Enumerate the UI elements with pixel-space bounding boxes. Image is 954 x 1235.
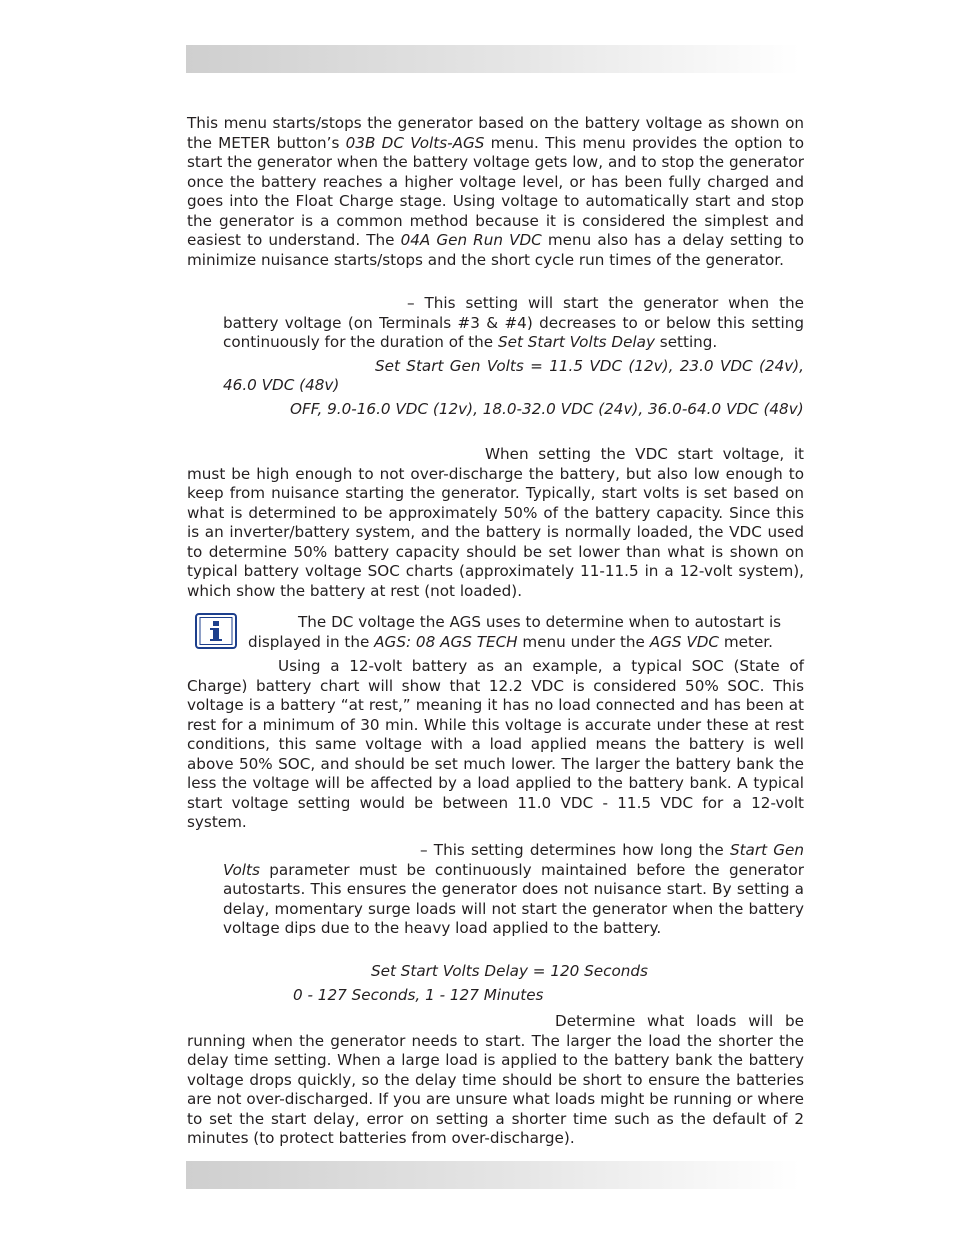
start-volts-range xyxy=(223,400,804,419)
intro-menu-ref-2: 04A Gen Run VDC xyxy=(400,231,542,249)
intro-text-b: menu. This menu provides the option to start the generator when the battery voltage gets low, and to stop the generator once the battery reaches a higher voltage level, or has been fully charged and goes into the Float Charge stage. Using voltage to automatically start and stop the generator is a common method because it is considered the simplest and easiest to understand. The xyxy=(187,133,804,249)
start-delay-paragraph xyxy=(223,841,804,939)
intro-text-c: menu also has a delay setting to minimize nuisance starts/stops and the short cycle run times of the generator. xyxy=(187,231,805,269)
example-paragraph: Using a 12-volt battery as an example, a typical SOC (State of Charge) battery chart will show that 12.2 VDC is considered 50% SOC. This voltage is a battery “at rest,” meaning it has no load connected and has been at rest for a minimum of 30 min. While this voltage is accurate under these at rest conditions, this same voltage with a load applied means the battery is well above 50% SOC, and should be set much lower. The larger the battery bank the less the voltage will be affected by a load applied to the battery bank. A typical start voltage setting would be between 11.0 VDC - 11.5 VDC for a 12-volt system. xyxy=(187,657,804,831)
intro-text-a: This menu starts/stops the generator based on the battery voltage as shown on the METER button’s xyxy=(187,114,804,152)
start-volts-paragraph xyxy=(223,294,804,353)
note-text-c: meter. xyxy=(719,633,773,651)
start-delay-range-value: 0 - 127 Seconds, 1 - 127 Minutes xyxy=(293,986,544,1004)
start-volts-text-a: – This setting will start the generator when the battery voltage (on Terminals #3 & #4) decreases to or below this setting continuously for the duration of the xyxy=(223,294,804,351)
start-delay-text-a: – This setting determines how long the xyxy=(420,841,730,859)
note-text-a: The DC voltage the AGS uses to determine when to autostart is displayed in the xyxy=(248,613,782,651)
start-delay-volts-ref: Start Gen Volts xyxy=(223,841,805,879)
intro-menu-ref-1: 03B DC Volts-AGS xyxy=(345,133,485,152)
start-volts-default-value: Set Start Gen Volts = 11.5 VDC (12v), 23.0 VDC (24v), 46.0 VDC (48v) xyxy=(223,357,804,394)
start-delay-text-b: parameter must be continuously maintained before the generator autostarts. This ensures the generator does not nuisance start. By setting a delay, momentary surge loads will not start the generator when the battery voltage dips due to the heavy load applied to the battery. xyxy=(223,860,804,937)
note-text xyxy=(248,612,804,652)
intro-paragraph xyxy=(187,114,804,270)
vdc-paragraph: When setting the VDC start voltage, it must be high enough to not over-discharge the battery, but also low enough to keep from nuisance starting the generator. Typically, start volts is set based on what is determined to be approximately 50% of the battery capacity. Since this is an inverter/battery system, and the battery is normally loaded, the VDC used to determine 50% battery capacity should be set lower than what is shown on typical battery voltage SOC charts (approximately 11-11.5 in a 12-volt system), which show the battery at rest (not loaded). xyxy=(187,445,804,600)
start-delay-default-value: Set Start Volts Delay = 120 Seconds xyxy=(371,962,648,980)
info-icon xyxy=(195,613,237,649)
note-text-b: menu under the xyxy=(517,633,650,651)
start-delay-range xyxy=(223,986,804,1006)
start-volts-text-b: setting. xyxy=(654,333,718,351)
start-volts-range-value: OFF, 9.0-16.0 VDC (12v), 18.0-32.0 VDC (24v), 36.0-64.0 VDC (48v) xyxy=(290,400,804,418)
loads-paragraph: Determine what loads will be running when the generator needs to start. The larger the load the shorter the delay time setting. When a large load is applied to the battery bank the battery voltage drops quickly, so the delay time should be short to ensure the batteries are not over-discharged. If you are unsure what loads might be running or where to set the start delay, error on setting a shorter time such as the default of 2 minutes (to protect batteries from over-discharge). xyxy=(187,1012,804,1147)
start-volts-delay-ref: Set Start Volts Delay xyxy=(497,333,655,351)
footer-bar xyxy=(186,1161,800,1189)
note-meter-ref: AGS VDC xyxy=(649,633,720,651)
start-volts-default xyxy=(223,357,804,395)
start-delay-default xyxy=(223,962,804,982)
header-bar xyxy=(186,45,800,73)
note-menu-ref: AGS: 08 AGS TECH xyxy=(374,633,518,651)
